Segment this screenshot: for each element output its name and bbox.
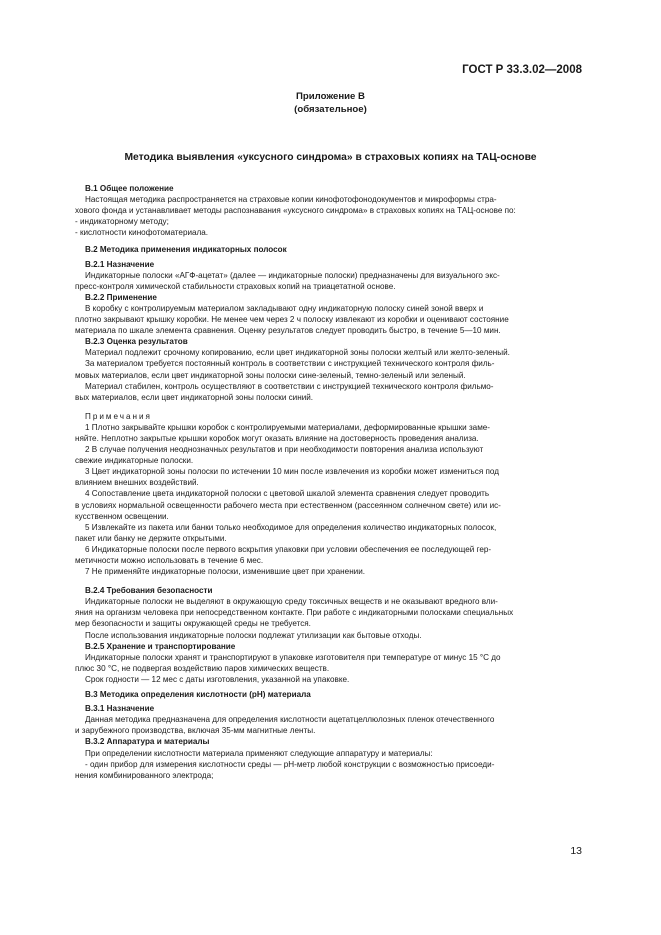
note: в условиях нормальной освещенности рабочего места при естественном (рассеянном солнечном свете) или ис- <box>75 500 501 510</box>
paragraph: В коробку с контролируемым материалом закладывают одну индикаторную полоску синей зоной вверх и <box>85 303 484 313</box>
note: метичности можно использовать в течение 6 мес. <box>75 556 264 565</box>
appendix-title: Приложение В <box>296 91 365 102</box>
note: 4 Сопоставление цвета индикаторной полоски с цветовой шкалой элемента сравнения следует проводить <box>85 489 490 499</box>
subsection-heading-b31: В.3.1 Назначение <box>85 704 155 714</box>
list-item: - один прибор для измерения кислотности среды — рН-метр любой конструкции с возможностью присоеди- <box>85 759 495 769</box>
appendix-subtitle: (обязательное) <box>294 104 367 115</box>
note: 1 Плотно закрывайте крышки коробок с контролируемыми материалами, деформированные крышки заме- <box>85 422 491 432</box>
paragraph: материала по шкале элемента сравнения. Оценку результатов следует проводить быстро, в течение 5—10 мин. <box>75 326 501 336</box>
subsection-heading-b24: В.2.4 Требования безопасности <box>85 586 213 596</box>
note: 6 Индикаторные полоски после первого вскрытия упаковки при условии обеспечения ее последующей гер- <box>85 544 492 554</box>
document-title: Методика выявления «уксусного синдрома» в страховых копиях на ТАЦ-основе <box>124 152 537 163</box>
paragraph: пресс-контроля химической стабильности страховых копий на триацетатной основе. <box>75 281 396 291</box>
note: 3 Цвет индикаторной зоны полоски по истечении 10 мин после извлечения из коробки может измениться под <box>85 467 499 477</box>
section-heading-b2: В.2 Методика применения индикаторных полосок <box>85 245 287 255</box>
document-body <box>75 183 584 781</box>
notes-heading: Примечания <box>85 411 152 421</box>
paragraph: За материалом требуется постоянный контроль в соответствии с инструкцией технического контроля филь- <box>85 359 495 369</box>
paragraph: плотно закрывают крышку коробки. Не менее чем через 2 ч полоску извлекают из коробки и оценивают состояние <box>75 315 509 325</box>
note: влиянием внешних воздействий. <box>75 478 199 488</box>
section-heading-b3: В.3 Методика определения кислотности (рН) материала <box>85 690 311 700</box>
paragraph: Материал стабилен, контроль осуществляют в соответствии с инструкцией технического контроля фильмо- <box>85 381 494 391</box>
paragraph: Материал подлежит срочному копированию, если цвет индикаторной зоны полоски желтый или желто-зеленый. <box>85 348 510 358</box>
note: свежие индикаторные полоски. <box>75 456 194 466</box>
subsection-heading-b25: В.2.5 Хранение и транспортирование <box>85 641 236 651</box>
list-item: - кислотности кинофотоматериала. <box>75 228 209 238</box>
paragraph: Индикаторные полоски не выделяют в окружающую среду токсичных веществ и не оказывают вредного вли- <box>85 597 498 607</box>
subsection-heading-b23: В.2.3 Оценка результатов <box>85 337 188 347</box>
section-heading-b1: В.1 Общее положение <box>85 184 174 193</box>
paragraph: Данная методика предназначена для определения кислотности ацетатцеллюлозных пленок отечественного <box>85 715 495 725</box>
list-item: нения комбинированного электрода; <box>75 770 214 780</box>
subsection-heading-b21: В.2.1 Назначение <box>85 259 155 269</box>
list-item: - индикаторному методу; <box>75 217 169 227</box>
paragraph: Срок годности — 12 мес с даты изготовления, указанной на упаковке. <box>85 674 350 684</box>
note: кусственном освещении. <box>75 511 169 521</box>
paragraph: При определении кислотности материала применяют следующие аппаратуру и материалы: <box>85 748 433 758</box>
page-number: 13 <box>570 845 582 857</box>
note: пакет или банку не держите открытыми. <box>75 533 227 543</box>
subsection-heading-b22: В.2.2 Применение <box>85 292 157 302</box>
paragraph: яния на организм человека при непосредственном контакте. При работе с индикаторными полосками специальных <box>75 608 514 618</box>
paragraph: хового фонда и устанавливает методы распознавания «уксусного синдрома» в страховых копиях на ТАЦ-основе по: <box>75 206 516 216</box>
paragraph: мер безопасности и защиты окружающей среды не требуется. <box>75 619 311 629</box>
paragraph: Настоящая методика распространяется на страховые копии кинофотофонодокументов и микроформы стра- <box>85 195 497 205</box>
paragraph: плюс 30 °С, не подвергая воздействию паров химических веществ. <box>75 663 330 673</box>
paragraph: Индикаторные полоски хранят и транспортируют в упаковке изготовителя при температуре от минус 15 °С до <box>85 652 501 662</box>
note: 5 Извлекайте из пакета или банки только необходимое для определения количество индикаторных полосок, <box>85 522 497 532</box>
paragraph: и зарубежного производства, включая 35-мм магнитные ленты. <box>75 726 316 736</box>
note: 7 Не применяйте индикаторные полоски, изменившие цвет при хранении. <box>85 567 366 577</box>
note: 2 В случае получения неоднозначных результатов и при необходимости повторения анализа используют <box>85 445 484 455</box>
standard-number: ГОСТ Р 33.3.02—2008 <box>462 64 582 76</box>
paragraph: После использования индикаторные полоски подлежат утилизации как бытовые отходы. <box>85 630 422 640</box>
subsection-heading-b32: В.3.2 Аппаратура и материалы <box>85 737 210 747</box>
note: няйте. Неплотно закрытые крышки коробок могут оказать влияние на достоверность проведения анализа. <box>75 433 479 443</box>
paragraph: мовых материалов, если цвет индикаторной зоны полоски сине-зеленый, темно-зеленый или зеленый. <box>75 370 466 380</box>
paragraph: Индикаторные полоски «АГФ-ацетат» (далее — индикаторные полоски) предназначены для визуального экс- <box>85 270 500 280</box>
paragraph: вых материалов, если цвет индикаторной зоны полоски синий. <box>75 392 314 402</box>
